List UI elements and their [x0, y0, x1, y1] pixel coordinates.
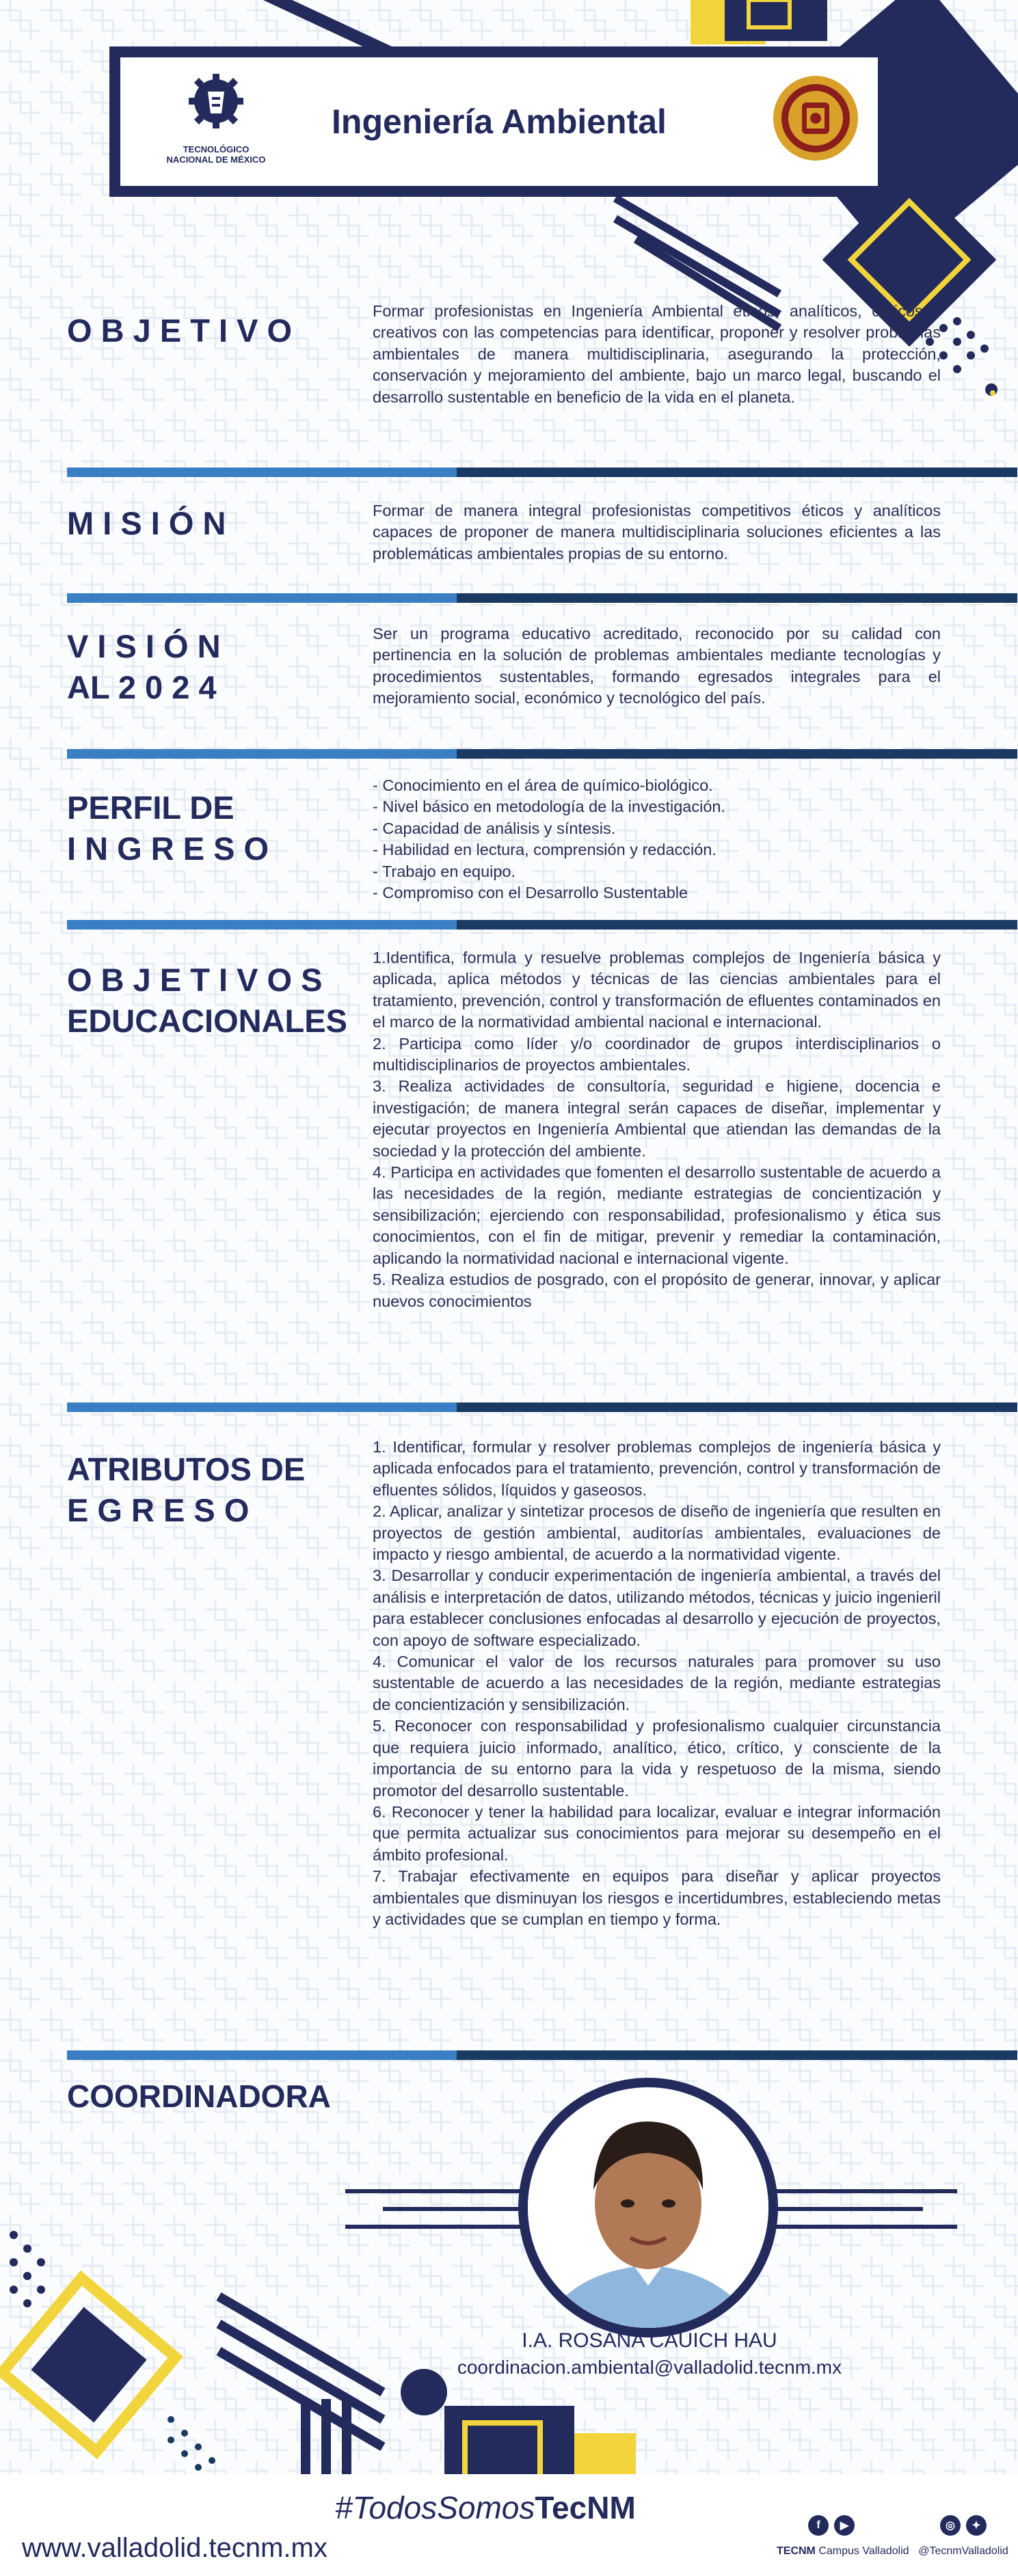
coordinator-title: COORDINADORA [67, 2078, 331, 2114]
bottom-decoration [0, 2078, 1018, 2481]
website-link[interactable]: www.valladolid.tecnm.mx [22, 2533, 327, 2563]
tecnm-logo-text: TECNOLÓGICO NACIONAL DE MÉXICO [166, 144, 266, 165]
campus-seal-icon [771, 74, 860, 163]
hashtag: #TodosSomosTecNM [335, 2490, 636, 2525]
atributos-label [67, 1449, 347, 1531]
vision-text [373, 623, 941, 709]
page-title: Ingeniería Ambiental [332, 103, 667, 141]
perfil-label-line2: I N G R E S O [67, 830, 269, 867]
section-mision [67, 498, 941, 586]
header-banner [109, 46, 889, 197]
section-divider [67, 593, 1017, 603]
list-item: 2. Aplicar, analizar y sintetizar procesos de diseño de ingeniería que resulten en proyectos de gestión ambiental, auditorías ambientales, evaluaciones de impacto y riesgo ambiental, de acuerdo a la normatividad vigente. [373, 1502, 941, 1564]
gear-logo-icon [189, 71, 243, 139]
footer [0, 2474, 1018, 2576]
twitter-icon[interactable]: ✦ [966, 2515, 987, 2536]
list-item: 1. Identificar, formular y resolver problemas complejos de ingeniería básica y aplicada enfocados para el tratamiento, prevención, control y transformación de efluentes sólidos, líquidos y gaseosos. [373, 1438, 941, 1499]
coordinator-email[interactable]: coordinacion.ambiental@valladolid.tecnm.mx [457, 2357, 842, 2378]
objetivos-edu-label-line1: O B J E T I V O S [67, 962, 323, 998]
youtube-icon[interactable]: ▶ [834, 2515, 855, 2536]
portrait-image [528, 2087, 768, 2328]
section-divider [67, 467, 1017, 477]
section-vision [67, 623, 941, 740]
list-item: - Trabajo en equipo. [373, 862, 516, 880]
list-item: 4. Comunicar el valor de los recursos naturales para promover su uso sustentable de acuerdo a las necesidades de la región, mediante estrategias de concientización y sensibilización. [373, 1653, 941, 1713]
section-objetivo [67, 301, 941, 458]
list-item: - Compromiso con el Desarrollo Sustentable [373, 884, 688, 902]
perfil-label [67, 787, 347, 869]
tecnm-logo [161, 71, 271, 174]
section-perfil-ingreso [67, 775, 941, 912]
list-item: - Habilidad en lectura, comprensión y redacción. [373, 841, 716, 859]
objetivos-edu-label [67, 960, 347, 1042]
section-divider [67, 2050, 1017, 2060]
objetivos-edu-label-line2: EDUCACIONALES [67, 1003, 347, 1039]
mision-label: M I S I Ó N [67, 505, 226, 541]
objetivos-edu-list [373, 947, 941, 1312]
list-item: - Nivel básico en metodología de la investigación. [373, 798, 725, 816]
section-divider [67, 1402, 1017, 1412]
section-atributos-egreso [67, 1437, 941, 2038]
section-objetivos-educacionales [67, 947, 941, 1385]
list-item: 3. Desarrollar y conducir experimentación de ingeniería ambiental, a través del análisis e interpretación de datos, utilizando métodos, técnicas y juicio ingenieril para establecer conclusiones enfocadas al desarrollo y ejecución de proyectos, con apoyo de software especializado. [373, 1567, 941, 1649]
section-divider [67, 920, 1017, 930]
list-item: 6. Reconocer y tener la habilidad para localizar, evaluar e integrar información que permita actualizar sus conocimientos para mejorar su desempeño en el ámbito profesional. [373, 1802, 941, 1864]
vision-label-line2: AL 2 0 2 4 [67, 669, 217, 705]
vision-paragraph: Ser un programa educativo acreditado, reconocido por su calidad con pertinencia en la solución de problemas ambientales mediante tecnologías y procedimientos sustentables, formando egresados integrales para el mejoramiento social, económico y tecnológico del país. [373, 625, 941, 707]
coordinator-photo [518, 2078, 778, 2337]
list-item: 1.Identifica, formula y resuelve problemas complejos de Ingeniería básica y aplicada, aplica métodos y técnicas de las ciencias ambientales para el tratamiento, prevención, control y transformación de efluentes contaminados en el marco de la normatividad ambiental nacional e internacional. [373, 949, 941, 1031]
perfil-label-line1: PERFIL DE [67, 789, 235, 826]
list-item: 5. Realiza estudios de posgrado, con el propósito de generar, innovar, y aplicar nuevos conocimientos [373, 1271, 941, 1310]
atributos-label-line1: ATRIBUTOS DE [67, 1451, 306, 1487]
list-item: 2. Participa como líder y/o coordinador de grupos interdisciplinarios o multidisciplinarios de proyectos ambientales. [373, 1034, 941, 1074]
objetivo-text [373, 301, 941, 408]
atributos-label-line2: E G R E S O [67, 1492, 250, 1528]
atributos-list [373, 1437, 941, 1930]
list-item: 7. Trabajar efectivamente en equipos para diseñar y aplicar proyectos ambientales que disminuyan los riesgos e incertidumbres, estableciendo metas y actividades que se cumplan en tiempo y forma. [373, 1867, 941, 1928]
list-item: - Conocimiento en el área de químico-biológico. [373, 776, 713, 794]
social-campus[interactable] [777, 2515, 909, 2558]
list-item: 5. Reconocer con responsabilidad y profesionalismo cualquier circunstancia que requiera juicio informado, analítico, ético, crítico, y consciente de la importancia de su entorno para la vida y respetuoso de la misma, siendo promotor del desarrollo sustentable. [373, 1717, 941, 1800]
social-campus-label: TECNM Campus Valladolid [777, 2545, 909, 2557]
facebook-icon[interactable]: f [808, 2515, 829, 2536]
coordinator-name: I.A. ROSANA CAUICH HAU [522, 2329, 777, 2352]
mision-paragraph: Formar de manera integral profesionistas competitivos éticos y analíticos capaces de proponer de manera multidisciplinaria soluciones eficientes a las problemáticas ambientales propias de su entorno. [373, 502, 941, 562]
list-item: 4. Participa en actividades que fomenten el desarrollo sustentable de acuerdo a las necesidades de la región, mediante estrategias de concientización y sensibilización; ejerciendo con responsabilidad, profesionalismo y ética sus conocimientos, con el fin de mitigar, prevenir y remediar la contaminación, aplicando la normatividad nacional e internacional vigente. [373, 1163, 941, 1267]
social-handle[interactable] [912, 2515, 1015, 2558]
perfil-list [373, 775, 941, 904]
vision-label [67, 626, 347, 708]
list-item: 3. Realiza actividades de consultoría, seguridad e higiene, docencia e investigación; de manera integral serán capaces de diseñar, implementar y ejecutar proyectos en Ingeniería Ambiental que atiendan las demandas de la sociedad y la protección del ambiente. [373, 1077, 941, 1160]
objetivo-paragraph: Formar profesionistas en Ingeniería Ambiental éticos, analíticos, críticos y creativos con las competencias para identificar, proponer y resolver problemas ambientales de manera multidisciplinaria, asegurando la protección, conservación y mejoramiento del ambiente, bajo un marco legal, buscando el desarrollo sustentable en beneficio de la vida en el planeta. [373, 302, 941, 406]
list-item: - Capacidad de análisis y síntesis. [373, 819, 616, 837]
vision-label-line1: V I S I Ó N [67, 628, 221, 664]
mision-text [373, 500, 941, 565]
section-divider [67, 749, 1017, 759]
objetivo-label: O B J E T I V O [67, 312, 293, 349]
social-handle-label: @TecnmValladolid [918, 2545, 1008, 2557]
instagram-icon[interactable]: ◎ [940, 2515, 961, 2536]
